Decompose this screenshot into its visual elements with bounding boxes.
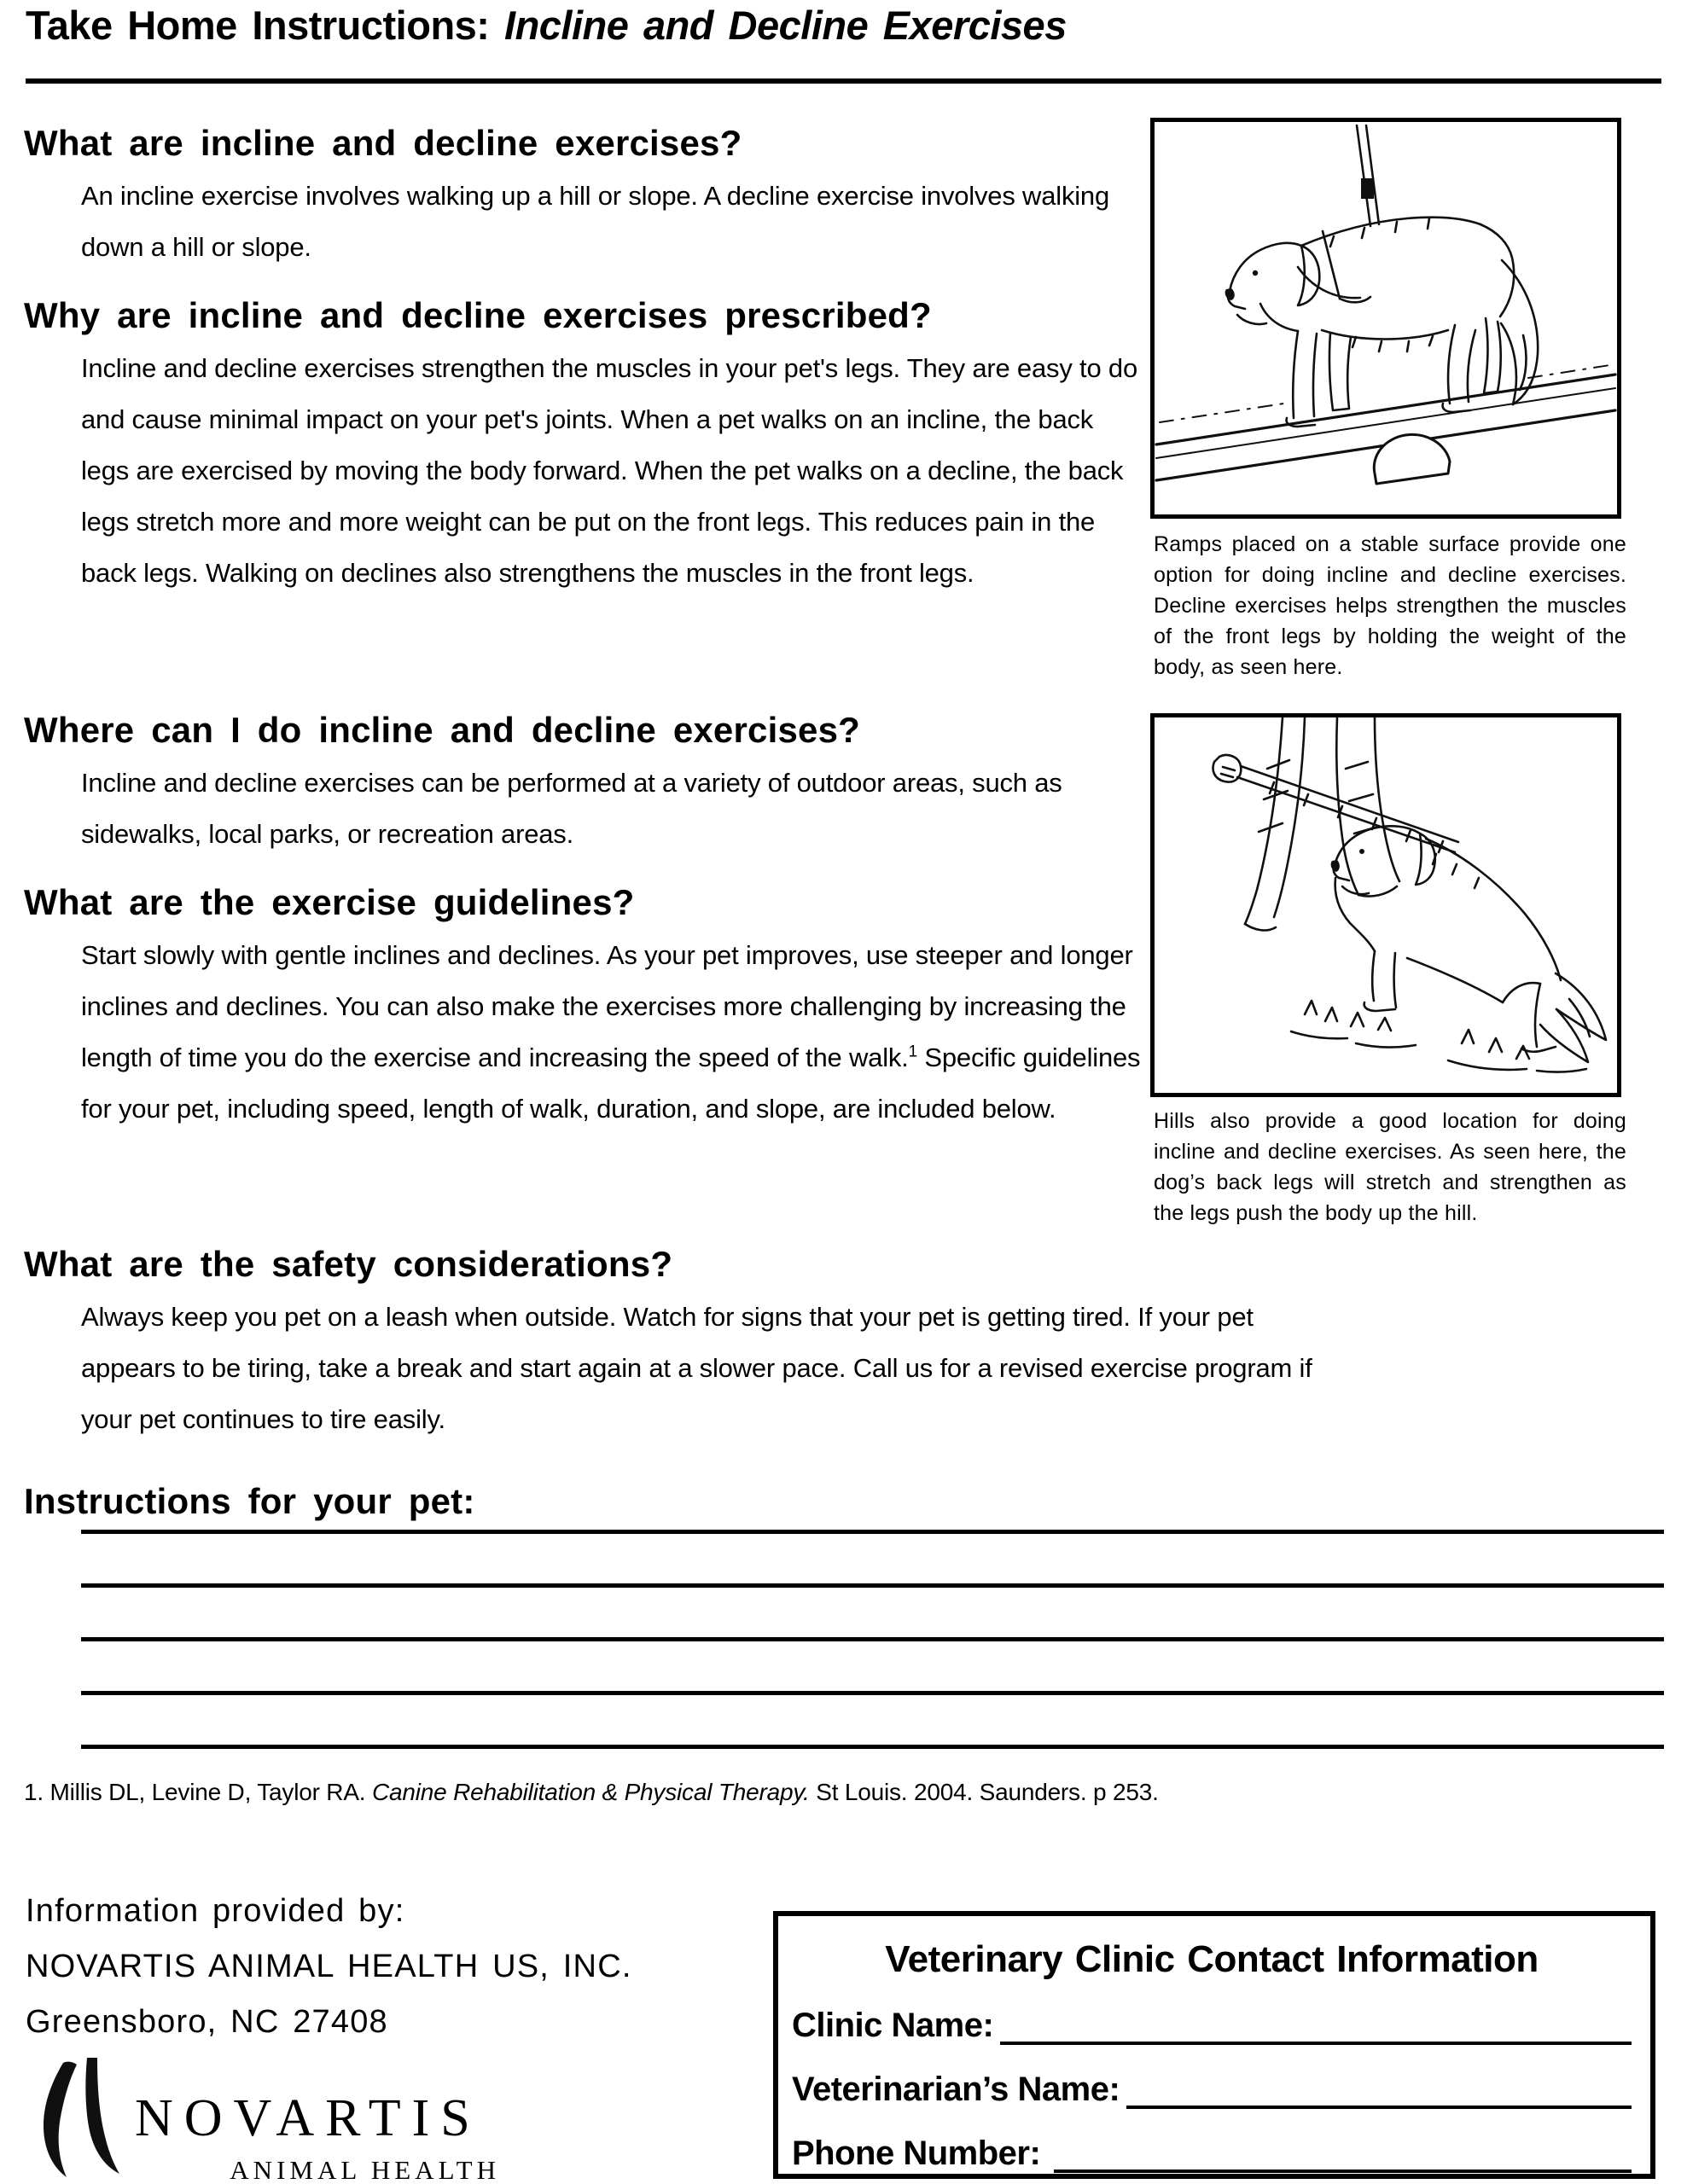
write-in-line-5[interactable] (81, 1745, 1664, 1749)
paragraph-safety: Always keep you pet on a leash when outside. Watch for signs that your pet is getting tired. If your pet appears to be tiring, take a break and start again at a slower pace. Call us for a revised exercise program if your pet continues to tire easily. (81, 1302, 1312, 1434)
clinic-name-field[interactable] (1000, 2007, 1632, 2045)
phone-number-row (792, 2135, 1632, 2173)
heading-instructions: Instructions for your pet: (24, 1481, 475, 1521)
novartis-logo (34, 2054, 512, 2182)
phone-number-label: Phone Number: (792, 2135, 1041, 2172)
veterinarian-name-field[interactable] (1126, 2071, 1632, 2109)
page-title (26, 2, 1067, 49)
figure2-caption: Hills also provide a good location for doing incline and decline exercises. As seen here, the dog’s back legs will stretch and strengthen as the legs push the body up the hill. (1154, 1109, 1626, 1225)
phone-number-field[interactable] (1054, 2135, 1632, 2173)
provider-line-2: NOVARTIS ANIMAL HEALTH US, INC. (26, 1949, 632, 1984)
write-in-line-1[interactable] (81, 1530, 1664, 1534)
footnote-reference: 1 (908, 1043, 917, 1061)
page-title-prefix: Take Home Instructions: (26, 3, 505, 48)
dog-on-ramp-illustration (1155, 122, 1617, 514)
write-in-line-2[interactable] (81, 1583, 1664, 1588)
provider-line-3: Greensboro, NC 27408 (26, 2004, 388, 2040)
heading-why-prescribed: Why are incline and decline exercises prescribed? (24, 295, 932, 335)
provider-line-1: Information provided by: (26, 1893, 405, 1929)
novartis-animal-health-label: ANIMAL HEALTH (230, 2155, 500, 2184)
figure1-caption: Ramps placed on a stable surface provide one option for doing incline and decline exercises. Decline exercises helps strengthen the muscles of the front legs by holding the weight of the body, as seen here. (1154, 532, 1626, 679)
paragraph-where: Incline and decline exercises can be performed at a variety of outdoor areas, such as sidewalks, local parks, or recreation areas. (81, 768, 1062, 849)
heading-guidelines: What are the exercise guidelines? (24, 882, 635, 922)
figure-dog-on-ramp (1150, 118, 1621, 519)
heading-what-are-exercises: What are incline and decline exercises? (24, 123, 742, 163)
veterinarian-name-row (792, 2071, 1632, 2109)
novartis-wordmark: NOVARTIS (135, 2089, 481, 2147)
paragraph-what-are-exercises: An incline exercise involves walking up a hill or slope. A decline exercise involves walking down a hill or slope. (81, 181, 1110, 262)
dog-on-hill-illustration (1155, 717, 1617, 1093)
clinic-name-label: Clinic Name: (792, 2007, 994, 2044)
write-in-line-3[interactable] (81, 1637, 1664, 1641)
clinic-name-row (792, 2007, 1632, 2045)
title-divider-rule (26, 78, 1661, 84)
footnote-suffix: St Louis. 2004. Saunders. p 253. (809, 1779, 1159, 1805)
paragraph-guidelines (81, 930, 1155, 1135)
guidelines-text-after-ref: Specific guidelines for your pet, including speed, length of walk, duration, and slope, are included below. (81, 1043, 1141, 1124)
footnote-book-title: Canine Rehabilitation & Physical Therapy. (371, 1779, 810, 1805)
write-in-line-4[interactable] (81, 1691, 1664, 1695)
heading-safety: What are the safety considerations? (24, 1244, 673, 1284)
guidelines-text-before-ref: Start slowly with gentle inclines and declines. As your pet improves, use steeper and longer inclines and declines. You can also make the exercises more challenging by increasing the length of time you do the exercise and increasing the speed of the walk. (81, 940, 1133, 1072)
provider-info (26, 1884, 632, 2050)
contact-box-title: Veterinary Clinic Contact Information (885, 1938, 1539, 1980)
figure-dog-on-hill (1150, 713, 1621, 1097)
contact-info-box (773, 1911, 1655, 2179)
heading-where: Where can I do incline and decline exercises? (24, 710, 860, 750)
novartis-flame-icon (34, 2058, 119, 2182)
footnote-prefix: 1. Millis DL, Levine D, Taylor RA. (24, 1779, 372, 1805)
veterinarian-name-label: Veterinarian’s Name: (792, 2071, 1120, 2108)
paragraph-why-prescribed: Incline and decline exercises strengthen the muscles in your pet's legs. They are easy to do and cause minimal impact on your pet's joints. When a pet walks on an incline, the back legs are exercised by moving the body forward. When the pet walks on a decline, the back legs stretch more and more weight can be put on the front legs. This reduces pain in the back legs. Walking on declines also strengthens the muscles in the front legs. (81, 353, 1137, 588)
footnote (24, 1779, 1159, 1806)
page-title-emphasis: Incline and Decline Exercises (504, 3, 1067, 48)
